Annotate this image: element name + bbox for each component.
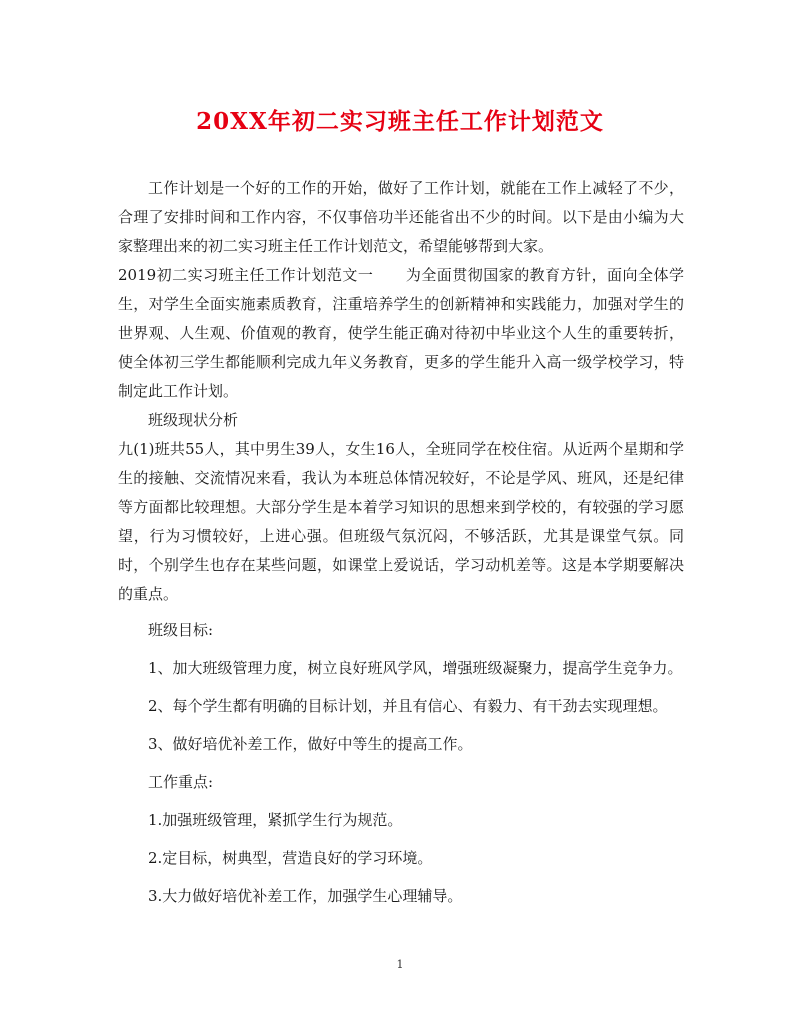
goals-heading: 班级目标: [148, 621, 214, 639]
status-heading: 班级现状分析 [148, 411, 239, 429]
document-body [118, 174, 684, 911]
section-intro-text: 为全面贯彻国家的教育方针，面向全体学生，对学生全面实施素质教育，注重培养学生的创新精神和实践能力，加强对学生的世界观、人生观、价值观的教育，使学生能正确对待初中毕业这个人生的重要转折，使全体初三学生都能顺利完成九年义务教育，更多的学生能升入高一级学校学习，特制定此工作计划。 [118, 266, 684, 400]
focus-heading: 工作重点: [148, 773, 214, 791]
focus-item: 2.定目标，树典型，营造良好的学习环境。 [148, 849, 433, 867]
goal-item: 1、加大班级管理力度，树立良好班风学风，增强班级凝聚力，提高学生竞争力。 [148, 659, 683, 677]
page-number: 1 [396, 958, 404, 971]
intro-paragraph: 工作计划是一个好的工作的开始，做好了工作计划，就能在工作上减轻了不少，合理了安排时间和工作内容，不仅事倍功半还能省出不少的时间。以下是由小编为大家整理出来的初二实习班主任工作计划范文，希望能够帮到大家。 [118, 179, 684, 255]
section-paragraph [118, 261, 684, 406]
status-paragraph: 九(1)班共55人，其中男生39人，女生16人，全班同学在校住宿。从近两个星期和学生的接触、交流情况来看，我认为本班总体情况较好，不论是学风、班风，还是纪律等方面都比较理想。大部分学生是本着学习知识的思想来到学校的，有较强的学习愿望，行为习惯较好，上进心强。但班级气氛沉闷，不够活跃，尤其是课堂气氛。同时，个别学生也存在某些问题，如课堂上爱说话，学习动机差等。这是本学期要解决的重点。 [118, 440, 684, 603]
goal-item: 2、每个学生都有明确的目标计划，并且有信心、有毅力、有干劲去实现理想。 [148, 697, 668, 715]
goal-item: 3、做好培优补差工作，做好中等生的提高工作。 [148, 735, 473, 753]
focus-item: 1.加强班级管理，紧抓学生行为规范。 [148, 811, 403, 829]
focus-item: 3.大力做好培优补差工作，加强学生心理辅导。 [148, 887, 463, 905]
document-title: 20XX年初二实习班主任工作计划范文 [196, 108, 604, 135]
section-heading: 2019初二实习班主任工作计划范文一 [118, 266, 374, 284]
